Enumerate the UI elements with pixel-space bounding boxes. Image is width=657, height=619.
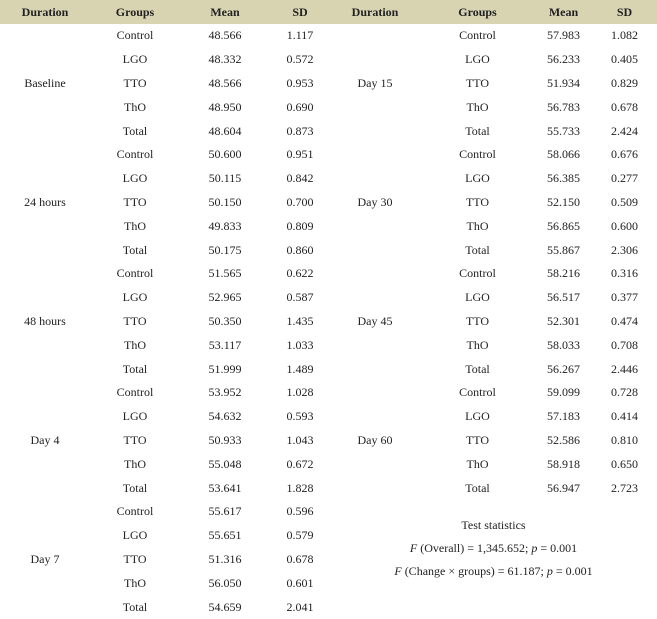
header-groups: Groups [115, 4, 155, 19]
table-row [0, 333, 657, 357]
sd-cell: 0.593 [286, 409, 314, 424]
header-row [0, 0, 657, 24]
header-sd-2: SD [616, 4, 633, 19]
group-cell: TTO [465, 313, 490, 328]
mean-cell: 55.048 [208, 456, 242, 471]
table-row [0, 429, 657, 453]
group-cell: ThO [466, 99, 489, 114]
header-sd: SD [292, 4, 308, 19]
group-cell: LGO [465, 171, 490, 186]
stats-line-change [330, 560, 657, 583]
group-cell: TTO [465, 432, 490, 447]
sd-cell: 0.316 [611, 266, 638, 281]
header-groups-2: Groups [458, 4, 497, 19]
group-cell: Total [465, 242, 490, 257]
sd-cell: 2.446 [611, 361, 638, 376]
mean-cell: 55.651 [208, 528, 242, 543]
group-cell: Control [459, 266, 496, 281]
group-cell: TTO [123, 432, 147, 447]
group-cell: Total [465, 480, 490, 495]
table-row [0, 72, 657, 96]
mean-cell: 57.983 [547, 28, 580, 43]
header-mean: Mean [210, 4, 240, 19]
mean-cell: 50.150 [208, 194, 242, 209]
mean-cell: 58.918 [547, 456, 580, 471]
group-cell: Control [116, 504, 154, 519]
mean-cell: 50.933 [208, 432, 242, 447]
group-cell: ThO [124, 99, 146, 114]
sd-cell: 0.509 [611, 194, 638, 209]
mean-cell: 53.952 [208, 385, 242, 400]
sd-cell: 0.600 [611, 218, 638, 233]
group-cell: ThO [124, 575, 146, 590]
mean-cell: 48.950 [208, 99, 242, 114]
table-row [0, 238, 657, 262]
mean-cell: 55.617 [208, 504, 242, 519]
sd-cell: 1.028 [286, 385, 314, 400]
mean-cell: 50.175 [208, 242, 242, 257]
sd-cell: 2.041 [286, 599, 314, 614]
duration-cell: Day 60 [357, 432, 393, 447]
group-cell: Total [122, 242, 148, 257]
table-row [0, 143, 657, 167]
mean-cell: 48.604 [208, 123, 242, 138]
sd-cell: 1.489 [286, 361, 314, 376]
mean-cell: 50.115 [208, 171, 242, 186]
sd-cell: 0.690 [286, 99, 314, 114]
stat-text: (Overall) = 1,345.652; [417, 540, 532, 555]
mean-cell: 52.965 [208, 290, 242, 305]
stat-var: F [409, 540, 418, 555]
group-cell: Control [116, 385, 154, 400]
group-cell: LGO [465, 52, 490, 67]
sd-cell: 0.622 [286, 266, 314, 281]
sd-cell: 0.474 [611, 313, 638, 328]
sd-cell: 0.810 [611, 432, 638, 447]
sd-cell: 0.708 [611, 337, 638, 352]
mean-cell: 56.233 [547, 52, 580, 67]
mean-cell: 48.566 [208, 75, 242, 90]
mean-cell: 59.099 [547, 385, 580, 400]
stat-text: (Change × groups) = 61.187; [401, 563, 547, 578]
group-cell: ThO [466, 456, 489, 471]
group-cell: ThO [124, 337, 146, 352]
group-cell: LGO [122, 290, 148, 305]
sd-cell: 2.723 [611, 480, 638, 495]
table-row [0, 286, 657, 310]
group-cell: TTO [123, 313, 147, 328]
sd-cell: 1.117 [286, 28, 314, 43]
mean-cell: 51.316 [208, 551, 242, 566]
sd-cell: 0.829 [611, 75, 638, 90]
group-cell: Total [122, 599, 148, 614]
sd-cell: 0.728 [611, 385, 638, 400]
group-cell: Control [116, 266, 154, 281]
group-cell: Control [459, 147, 496, 162]
mean-cell: 52.301 [547, 313, 580, 328]
mean-cell: 54.632 [208, 409, 242, 424]
header-duration-2: Duration [351, 4, 399, 19]
sd-cell: 0.676 [611, 147, 638, 162]
table-row [0, 310, 657, 334]
table-row [0, 476, 657, 500]
table-row [0, 214, 657, 238]
mean-cell: 50.600 [208, 147, 242, 162]
sd-cell: 0.572 [286, 52, 314, 67]
sd-cell: 0.672 [286, 456, 314, 471]
mean-cell: 52.586 [547, 432, 580, 447]
duration-cell: Day 30 [357, 194, 393, 209]
group-cell: Control [116, 28, 154, 43]
group-cell: TTO [123, 75, 147, 90]
duration-cell: Baseline [24, 75, 66, 90]
mean-cell: 51.565 [208, 266, 242, 281]
mean-cell: 58.216 [547, 266, 580, 281]
sd-cell: 1.828 [286, 480, 314, 495]
header-mean-2: Mean [548, 4, 579, 19]
sd-cell: 0.860 [286, 242, 314, 257]
group-cell: Total [122, 480, 148, 495]
mean-cell: 56.947 [547, 480, 580, 495]
stat-var: p [531, 540, 538, 555]
group-cell: Control [459, 28, 496, 43]
table-row [0, 95, 657, 119]
table-row [0, 381, 657, 405]
mean-cell: 56.783 [547, 99, 580, 114]
group-cell: Total [122, 361, 148, 376]
table-row [0, 167, 657, 191]
duration-cell: Day 45 [357, 313, 393, 328]
stat-text: = 0.001 [537, 540, 578, 555]
mean-cell: 48.332 [208, 52, 242, 67]
mean-cell: 49.833 [208, 218, 242, 233]
sd-cell: 0.951 [286, 147, 314, 162]
group-cell: TTO [465, 75, 490, 90]
sd-cell: 1.435 [286, 313, 314, 328]
sd-cell: 0.587 [286, 290, 314, 305]
mean-cell: 58.033 [547, 337, 580, 352]
stats-heading: Test statistics [461, 517, 526, 532]
sd-cell: 0.678 [286, 551, 314, 566]
duration-cell: 48 hours [24, 313, 66, 328]
mean-cell: 56.517 [547, 290, 580, 305]
mean-cell: 57.183 [547, 409, 580, 424]
group-cell: TTO [123, 194, 147, 209]
stats-line-overall [330, 537, 657, 560]
sd-cell: 0.596 [286, 504, 314, 519]
group-cell: LGO [122, 171, 148, 186]
mean-cell: 55.733 [547, 123, 580, 138]
sd-cell: 0.873 [286, 123, 314, 138]
duration-cell: Day 15 [357, 75, 393, 90]
mean-cell: 56.865 [547, 218, 580, 233]
group-cell: TTO [123, 551, 147, 566]
group-cell: ThO [124, 218, 146, 233]
sd-cell: 0.809 [286, 218, 314, 233]
header-duration: Duration [21, 4, 69, 19]
mean-cell: 56.385 [547, 171, 580, 186]
group-cell: LGO [465, 290, 490, 305]
sd-cell: 0.405 [611, 52, 638, 67]
sd-cell: 0.377 [611, 290, 638, 305]
table-row [0, 24, 657, 48]
duration-cell: 24 hours [24, 194, 66, 209]
sd-cell: 1.043 [286, 432, 314, 447]
sd-cell: 1.082 [611, 28, 638, 43]
sd-cell: 0.277 [611, 171, 638, 186]
table-row [0, 452, 657, 476]
group-cell: TTO [465, 194, 490, 209]
mean-cell: 54.659 [208, 599, 242, 614]
mean-cell: 52.150 [547, 194, 580, 209]
sd-cell: 2.306 [611, 242, 638, 257]
mean-cell: 58.066 [547, 147, 580, 162]
group-cell: ThO [466, 337, 489, 352]
sd-cell: 0.601 [286, 575, 314, 590]
sd-cell: 0.650 [611, 456, 638, 471]
table-row [0, 119, 657, 143]
group-cell: ThO [466, 218, 489, 233]
mean-cell: 56.267 [547, 361, 580, 376]
mean-cell: 51.999 [208, 361, 242, 376]
test-statistics [330, 500, 657, 619]
mean-cell: 53.641 [208, 480, 242, 495]
mean-cell: 51.934 [547, 75, 580, 90]
duration-cell: Day 4 [30, 432, 60, 447]
sd-cell: 0.700 [286, 194, 314, 209]
table-row [0, 357, 657, 381]
stat-text: = 0.001 [552, 563, 593, 578]
mean-cell: 48.566 [208, 28, 242, 43]
table-row [0, 405, 657, 429]
sd-cell: 0.414 [611, 409, 638, 424]
sd-cell: 0.842 [286, 171, 314, 186]
sd-cell: 0.678 [611, 99, 638, 114]
mean-cell: 56.050 [208, 575, 242, 590]
table-row [0, 500, 657, 524]
sd-cell: 0.579 [286, 528, 314, 543]
sd-cell: 2.424 [611, 123, 638, 138]
group-cell: Total [465, 361, 490, 376]
mean-cell: 55.867 [547, 242, 580, 257]
table-row [0, 48, 657, 72]
table-row [0, 262, 657, 286]
mean-cell: 50.350 [208, 313, 242, 328]
group-cell: LGO [122, 528, 148, 543]
table-body [0, 24, 657, 619]
group-cell: Total [465, 123, 490, 138]
group-cell: LGO [122, 409, 148, 424]
group-cell: Total [122, 123, 148, 138]
group-cell: LGO [122, 52, 148, 67]
group-cell: Control [459, 385, 496, 400]
stat-var: p [546, 563, 553, 578]
duration-cell: Day 7 [30, 551, 60, 566]
group-cell: Control [116, 147, 154, 162]
sd-cell: 0.953 [286, 75, 314, 90]
group-cell: ThO [124, 456, 146, 471]
table-row [0, 191, 657, 215]
sd-cell: 1.033 [286, 337, 314, 352]
group-cell: LGO [465, 409, 490, 424]
stat-var: F [394, 563, 402, 578]
mean-cell: 53.117 [208, 337, 242, 352]
